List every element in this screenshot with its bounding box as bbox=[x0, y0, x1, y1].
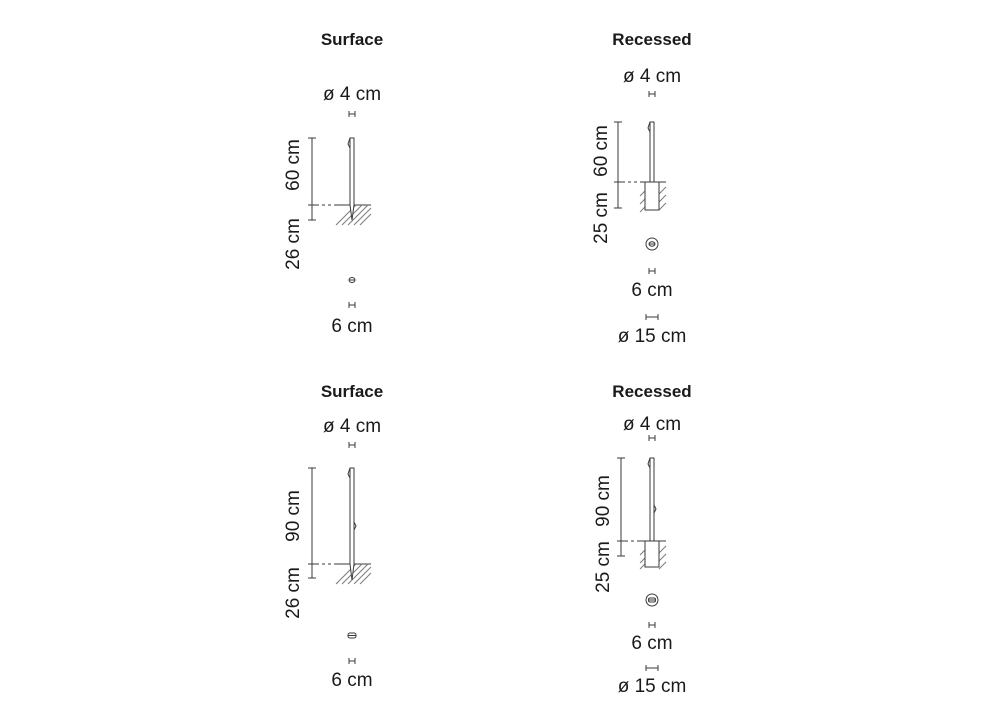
diameter-marker bbox=[349, 111, 355, 117]
sleeve-diameter-marker bbox=[646, 314, 658, 320]
height-dimension-line bbox=[617, 458, 640, 556]
panel-recessed-60 bbox=[532, 28, 772, 368]
width-marker bbox=[349, 658, 355, 664]
sleeve-diameter-label: ø 15 cm bbox=[617, 326, 687, 347]
surface-lamp-drawing bbox=[232, 380, 472, 720]
lamp-stem bbox=[648, 458, 656, 541]
top-view-icon bbox=[349, 278, 355, 283]
base-depth-label: 25 cm bbox=[591, 192, 612, 244]
panel-recessed-90 bbox=[532, 380, 772, 720]
top-view-icon bbox=[348, 633, 356, 638]
recessed-sleeve bbox=[645, 182, 659, 210]
panel-surface-60 bbox=[232, 28, 472, 368]
panel-title: Recessed bbox=[612, 382, 692, 401]
base-depth-label: 25 cm bbox=[593, 541, 614, 593]
recessed-lamp-drawing bbox=[532, 28, 772, 368]
width-label: 6 cm bbox=[331, 670, 373, 691]
stem-height-label: 90 cm bbox=[283, 490, 304, 542]
stem-height-label: 60 cm bbox=[283, 139, 304, 191]
height-dimension-line bbox=[308, 138, 336, 220]
width-marker bbox=[349, 302, 355, 308]
panel-surface-90 bbox=[232, 380, 472, 720]
width-label: 6 cm bbox=[331, 316, 373, 337]
lamp-stem bbox=[348, 138, 354, 220]
recessed-sleeve bbox=[645, 541, 659, 567]
sleeve-diameter-marker bbox=[646, 665, 658, 671]
panel-title: Recessed bbox=[612, 30, 692, 49]
sleeve-diameter-label: ø 15 cm bbox=[617, 676, 687, 697]
panel-title: Surface bbox=[320, 382, 384, 401]
diameter-label: ø 4 cm bbox=[322, 84, 382, 105]
width-label: 6 cm bbox=[631, 280, 673, 301]
top-view-icon bbox=[646, 594, 658, 606]
diameter-label: ø 4 cm bbox=[322, 416, 382, 437]
width-label: 6 cm bbox=[631, 633, 673, 654]
width-marker bbox=[649, 268, 655, 274]
height-dimension-line bbox=[614, 122, 640, 208]
lamp-stem bbox=[648, 122, 654, 182]
diameter-marker bbox=[649, 91, 655, 97]
base-depth-label: 26 cm bbox=[283, 567, 304, 619]
top-view-icon bbox=[646, 238, 658, 250]
surface-lamp-drawing bbox=[232, 28, 472, 368]
width-marker bbox=[649, 622, 655, 628]
diameter-marker bbox=[649, 435, 655, 441]
diameter-label: ø 4 cm bbox=[622, 414, 682, 435]
base-depth-label: 26 cm bbox=[283, 218, 304, 270]
diameter-label: ø 4 cm bbox=[622, 66, 682, 87]
recessed-lamp-drawing bbox=[532, 380, 772, 720]
stem-height-label: 60 cm bbox=[591, 125, 612, 177]
height-dimension-line bbox=[308, 468, 336, 578]
stem-height-label: 90 cm bbox=[593, 475, 614, 527]
panel-title: Surface bbox=[320, 30, 384, 49]
diameter-marker bbox=[349, 442, 355, 448]
lamp-stem bbox=[348, 468, 356, 580]
